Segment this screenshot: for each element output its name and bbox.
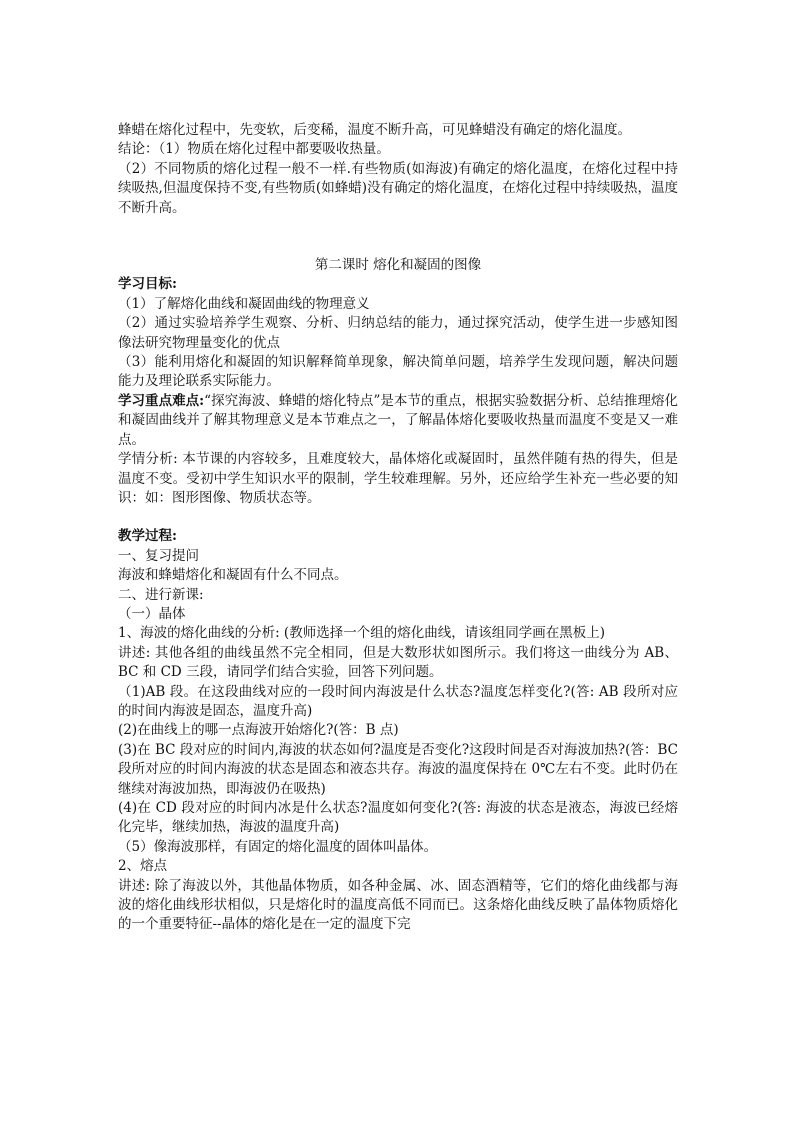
list-item: 2、熔点 [118, 858, 168, 875]
question-item: (3)在 BC 段对应的时间内,海波的状态如何?温度是否变化?这段时间是否对海波加热?(答：BC 段所对应的时间内海波的状态是固态和液态共存。海波的温度保持在 0℃左右不变。此时仍在继续对海波加热，即海波仍在吸热) [118, 741, 678, 797]
spacer [118, 218, 678, 256]
question-item: （5）像海波那样，有固定的熔化温度的固体叫晶体。 [118, 838, 438, 855]
review-heading: 一、复习提问 [118, 547, 199, 564]
question-item: (4)在 CD 段对应的时间内冰是什么状态?温度如何变化?(答: 海波的状态是液态，海波已经熔化完毕，继续加热，海波的温度升高) [118, 800, 678, 836]
spacer [118, 508, 678, 527]
conclusion-paragraph-2: （2）不同物质的熔化过程一般不一样.有些物质(如海波)有确定的熔化温度，在熔化过程中持续吸热,但温度保持不变,有些物质(如蜂蜡)没有确定的熔化温度，在熔化过程中持续吸热，温度不断升高。 [118, 160, 678, 216]
key-points-paragraph [118, 392, 678, 450]
review-question: 海波和蜂蜡熔化和凝固有什么不同点。 [118, 567, 348, 584]
process-heading: 教学过程: [118, 528, 177, 545]
document-page [118, 121, 678, 935]
crystal-heading: （一）晶体 [118, 605, 186, 622]
goals-heading: 学习目标: [118, 276, 177, 293]
question-item: (2)在曲线上的哪一点海波开始熔化?(答：B 点) [118, 722, 399, 739]
analysis-paragraph: 学情分析: 本节课的内容较多，且难度较大，晶体熔化或凝固时，虽然伴随有热的得失，但是温度不变。受初中学生知识水平的限制，学生较难理解。另外，还应给学生补充一些必要的知识：如：图形图像、物质状态等。 [118, 451, 678, 506]
goal-item: （1）了解熔化曲线和凝固曲线的物理意义 [118, 295, 370, 312]
intro-paragraph: 蜂蜡在熔化过程中，先变软，后变稀，温度不断升高，可见蜂蜡没有确定的熔化温度。 [118, 122, 631, 138]
key-points-text: “探究海波、蜂蜡的熔化特点”是本节的重点，根据实验数据分析、总结推理熔化和凝固曲线并了解其物理意义是本节难点之一，了解晶体熔化要吸收热量而温度不变是又一难点。 [118, 392, 679, 448]
question-item: （1)AB 段。在这段曲线对应的一段时间内海波是什么状态?温度怎样变化?(答: AB 段所对应的时间内海波是固态，温度升高) [118, 683, 678, 719]
key-points-heading: 学习重点难点: [118, 392, 205, 409]
conclusion-paragraph: 结论：（1）物质在熔化过程中都要吸收热量。 [118, 141, 390, 158]
lesson-title: 第二课时 熔化和凝固的图像 [314, 257, 482, 274]
new-lesson-heading: 二、进行新课: [118, 586, 204, 603]
list-item: 1、海波的熔化曲线的分析: (教师选择一个组的熔化曲线，请该组同学画在黑板上) [118, 625, 605, 642]
explanation-paragraph: 讲述: 除了海波以外，其他晶体物质，如各种金属、冰、固态酒精等，它们的熔化曲线都与海波的熔化曲线形状相似，只是熔化时的温度高低不同而已。这条熔化曲线反映了晶体物质熔化的一个重要特征--晶体的熔化是在一定的温度下完 [118, 877, 678, 933]
goal-item: （2）通过实验培养学生观察、分析、归纳总结的能力，通过探究活动，使学生进一步感知图像法研究物理量变化的优点 [118, 315, 678, 351]
goal-item: （3）能利用熔化和凝固的知识解释简单现象，解决简单问题，培养学生发现问题，解决问题能力及理论联系实际能力。 [118, 354, 678, 390]
explanation-paragraph: 讲述: 其他各组的曲线虽然不完全相同，但是大数形状如图所示。我们将这一曲线分为 AB、BC 和 CD 三段，请同学们结合实验，回答下列问题。 [118, 644, 678, 681]
